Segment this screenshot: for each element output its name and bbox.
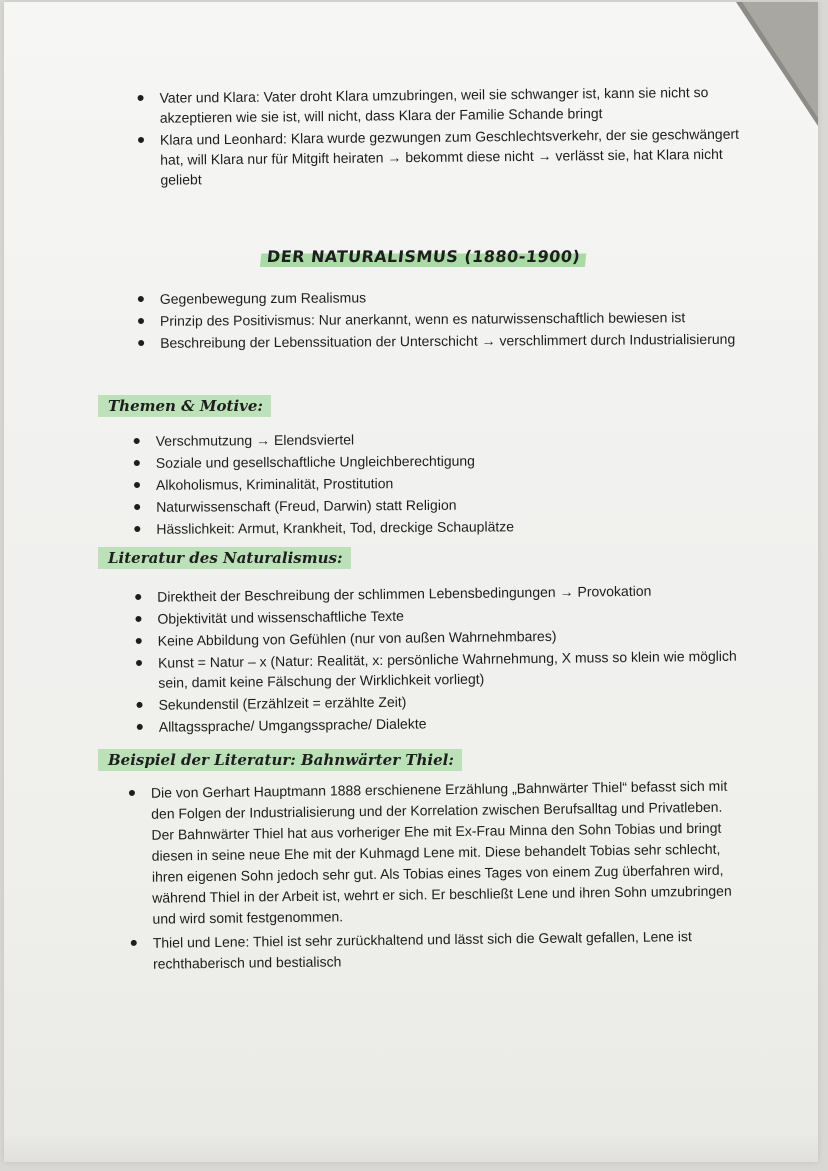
list-item: Die von Gerhart Hauptmann 1888 erschienene Erzählung „Bahnwärter Thiel“ befasst sich mit den Folgen der Industrialisierung und der Korrelation zwischen Berufsalltag und Privatleben. Der Bahnwärter Thiel hat aus vorheriger Ehe mit Ex-Frau Minna den Sohn Tobias und bringt diesen in seine neue Ehe mit der Kuhmagd Lene mit. Diese behandelt Tobias sehr schlecht, ihren eigenen Sohn jedoch sehr gut. Als Tobias eines Tages von einem Zug überfahren wird, während Thiel in der Arbeit ist, wehrt er sich. Er beschließt Lene und ihren Sohn umzubringen und wird somit festgenommen. [127, 775, 745, 930]
beispiel-heading-wrap [104, 749, 744, 771]
heading-beispiel: Beispiel der Literatur: Bahnwärter Thiel: [98, 749, 462, 771]
list-item: Objektivität und wissenschaftliche Texte [133, 602, 743, 629]
paper-sheet [4, 2, 818, 1162]
folded-corner-shadow [742, 2, 818, 118]
document-content [104, 84, 744, 978]
section-title-wrap [104, 246, 744, 267]
list-item: Verschmutzung → Elendsviertel [132, 427, 744, 451]
heading-literatur: Literatur des Naturalismus: [98, 547, 351, 569]
list-item: Alkoholismus, Kriminalität, Prostitution [132, 471, 744, 495]
paper-bottom-edge [4, 1134, 818, 1162]
intro-bullet-list [135, 82, 744, 190]
beispiel-bullet-list [127, 775, 745, 975]
list-item: Prinzip des Positivismus: Nur anerkannt, wenn es naturwissenschaftlich bewiesen ist [136, 307, 744, 331]
themen-heading-wrap [104, 395, 744, 417]
list-item: Thiel und Lene: Thiel ist sehr zurückhaltend und lässt sich die Gewalt gefallen, Lene ist rechthaberisch und bestialisch [129, 925, 745, 975]
list-item: Alltagssprache/ Umgangssprache/ Dialekte [135, 710, 745, 737]
heading-themen-motive: Themen & Motive: [98, 395, 271, 417]
list-item: Keine Abbildung von Gefühlen (nur von außen Wahrnehmbares) [134, 624, 744, 651]
list-item: Kunst = Natur – x (Natur: Realität, x: persönliche Wahrnehmung, X muss so klein wie möglich sein, damit keine Fälschung der Wirklichkeit vorliegt) [134, 646, 744, 693]
naturalismus-bullet-list [136, 285, 744, 353]
literatur-heading-wrap [104, 547, 744, 569]
list-item: Sekundenstil (Erzählzeit = erzählte Zeit) [134, 688, 744, 715]
literatur-bullet-list [133, 580, 745, 737]
list-item: Naturwissenschaft (Freud, Darwin) statt Religion [132, 493, 744, 517]
list-item: Hässlichkeit: Armut, Krankheit, Tod, dreckige Schauplätze [132, 515, 744, 539]
section-title-naturalismus: DER NATURALISMUS (1880-1900) [260, 246, 587, 267]
list-item: Direktheit der Beschreibung der schlimmen Lebensbedingungen → Provokation [133, 580, 743, 607]
themen-bullet-list [132, 427, 745, 539]
list-item: Soziale und gesellschaftliche Ungleichberechtigung [132, 449, 744, 473]
list-item: Gegenbewegung zum Realismus [136, 285, 744, 309]
list-item: Vater und Klara: Vater droht Klara umzubringen, weil sie schwanger ist, kann sie nicht so akzeptieren wie sie ist, will nicht, dass Klara der Familie Schande bringt [135, 82, 743, 128]
list-item: Klara und Leonhard: Klara wurde gezwungen zum Geschlechtsverkehr, der sie geschwängert hat, will Klara nur für Mitgift heiraten → bekommt diese nicht → verlässt sie, hat Klara nicht geliebt [136, 124, 745, 190]
list-item: Beschreibung der Lebenssituation der Unterschicht → verschlimmert durch Industrialisierung [136, 329, 744, 353]
